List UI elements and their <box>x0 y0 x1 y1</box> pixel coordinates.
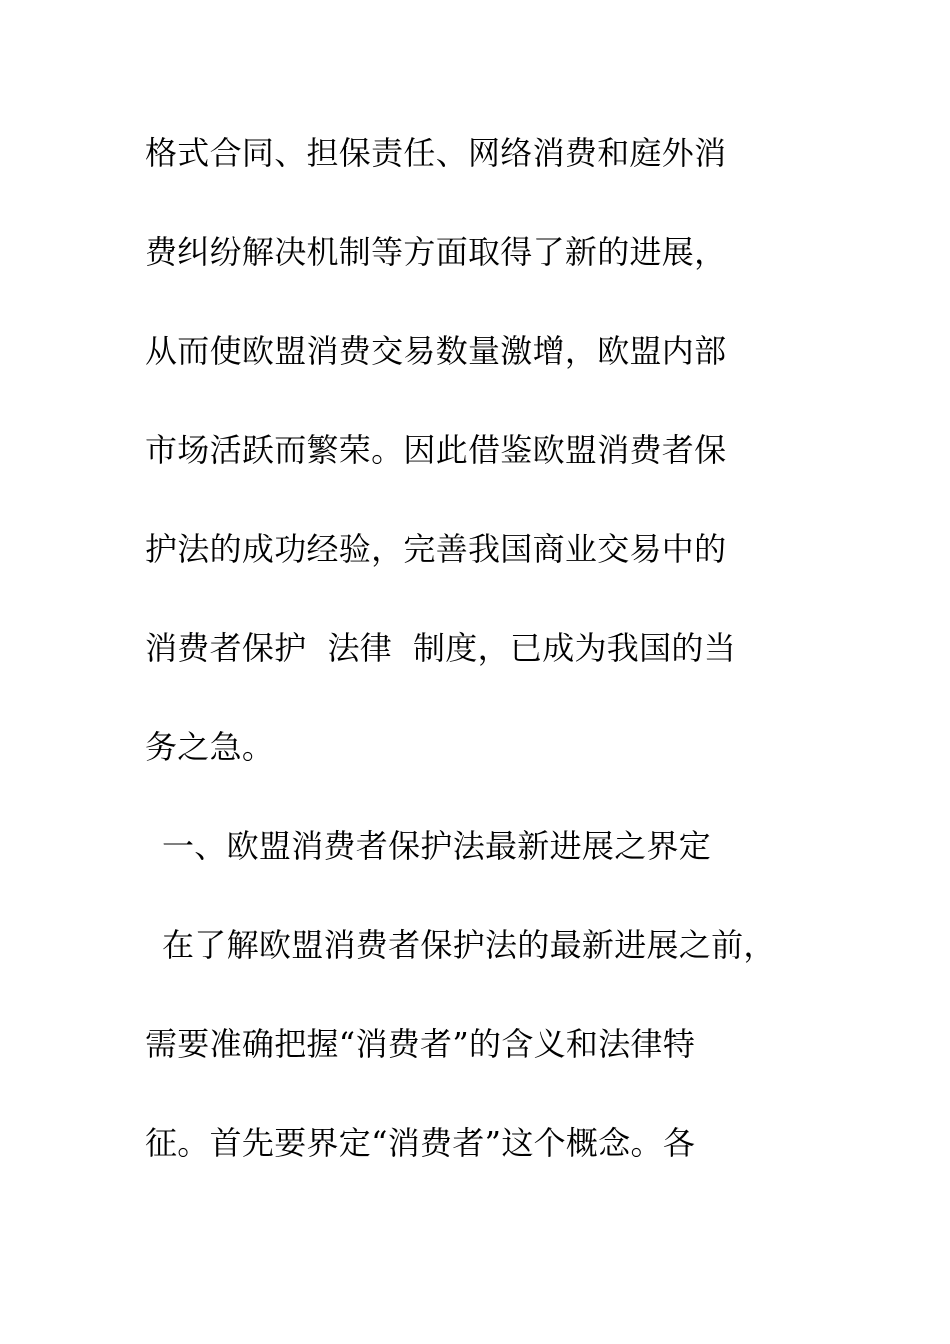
paragraph-line: 务之急。 <box>145 728 275 766</box>
paragraph-line: 市场活跃而繁荣。因此借鉴欧盟消费者保 <box>145 431 727 469</box>
paragraph-line: 从而使欧盟消费交易数量激增，欧盟内部 <box>145 332 727 370</box>
paragraph-line: 护法的成功经验，完善我国商业交易中的 <box>145 530 727 568</box>
paragraph-line: 费纠纷解决机制等方面取得了新的进展， <box>145 233 727 271</box>
paragraph-line: 征。首先要界定“消费者”这个概念。各 <box>145 1124 696 1162</box>
paragraph-line: 在了解欧盟消费者保护法的最新进展之前， <box>162 926 776 964</box>
paragraph-line: 消费者保护 法律 制度，已成为我国的当 <box>145 629 736 667</box>
paragraph-line: 格式合同、担保责任、网络消费和庭外消 <box>145 134 727 172</box>
section-heading: 一、欧盟消费者保护法最新进展之界定 <box>162 827 712 865</box>
paragraph-line: 需要准确把握“消费者”的含义和法律特 <box>145 1025 696 1063</box>
